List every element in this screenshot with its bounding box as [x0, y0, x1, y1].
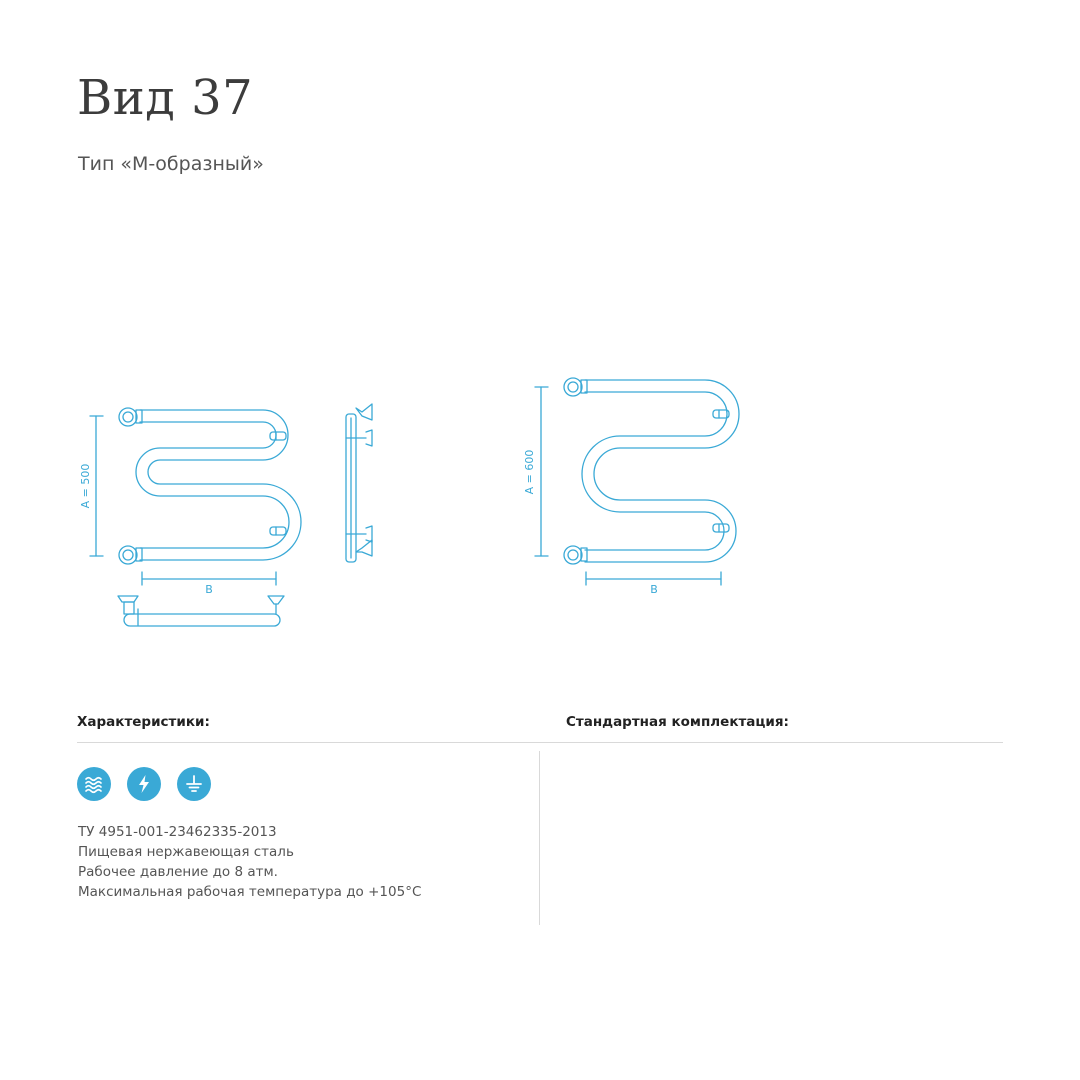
spec-item: ТУ 4951-001-23462335-2013: [78, 824, 277, 840]
characteristics-heading: Характеристики:: [77, 714, 210, 730]
ground-icon: [177, 767, 211, 801]
standard-kit-heading: Стандартная комплектация:: [566, 714, 789, 730]
left-bottom-mount: [119, 546, 142, 564]
left-top-view: [118, 596, 284, 626]
dim-label-height-left: А = 500: [79, 463, 92, 509]
section-divider: [77, 742, 1003, 743]
left-top-mount: [119, 408, 142, 426]
left-side-view: [346, 404, 372, 562]
spec-item: Максимальная рабочая температура до +105°С: [78, 884, 422, 900]
left-front-view: [90, 408, 301, 585]
dim-label-height-right: А = 600: [523, 449, 536, 495]
spec-item: Пищевая нержавеющая сталь: [78, 844, 294, 860]
water-waves-icon: [77, 767, 111, 801]
column-divider: [539, 751, 540, 925]
dim-line-height-600: [535, 387, 548, 556]
page-subtitle: Тип «М-образный»: [78, 153, 264, 175]
spec-item: Рабочее давление до 8 атм.: [78, 864, 278, 880]
dim-label-width-left: В: [205, 583, 213, 596]
right-bottom-mount: [564, 546, 587, 564]
specs-list: [78, 822, 421, 902]
right-front-view: [535, 378, 739, 585]
lightning-icon: [127, 767, 161, 801]
left-clamps: [270, 432, 286, 535]
page-title: Вид 37: [77, 70, 254, 126]
feature-icons: [77, 767, 211, 801]
right-pipe: [582, 380, 739, 562]
dim-label-width-right: В: [650, 583, 658, 596]
right-top-mount: [564, 378, 587, 396]
